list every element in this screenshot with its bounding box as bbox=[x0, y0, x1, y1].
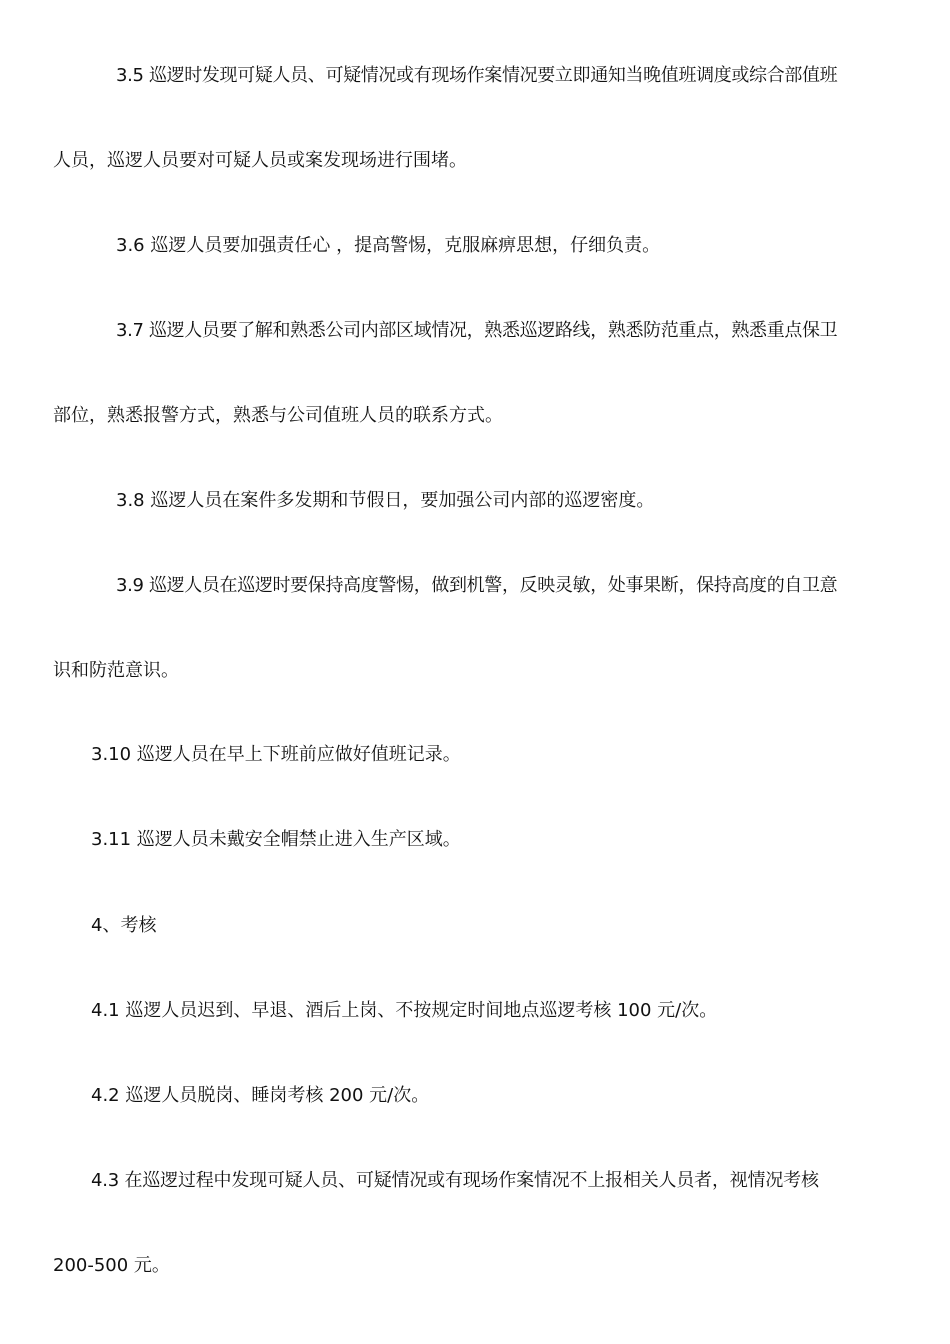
clause-4-1: 4.1 巡逻人员迟到、早退、酒后上岗、不按规定时间地点巡逻考核 100 元/次。 bbox=[91, 1000, 718, 1021]
clause-4-3-line-1: 4.3 在巡逻过程中发现可疑人员、可疑情况或有现场作案情况不上报相关人员者，视情况考核 bbox=[91, 1170, 819, 1191]
clause-3-10: 3.10 巡逻人员在早上下班前应做好值班记录。 bbox=[91, 744, 461, 765]
clause-3-5-line-2: 人员，巡逻人员要对可疑人员或案发现场进行围堵。 bbox=[53, 150, 467, 171]
clause-3-9-line-1: 3.9 巡逻人员在巡逻时要保持高度警惕，做到机警，反映灵敏，处事果断，保持高度的自卫意 bbox=[116, 575, 838, 596]
clause-3-8: 3.8 巡逻人员在案件多发期和节假日，要加强公司内部的巡逻密度。 bbox=[116, 490, 655, 511]
clause-3-7-line-1: 3.7 巡逻人员要了解和熟悉公司内部区域情况，熟悉巡逻路线，熟悉防范重点，熟悉重点保卫 bbox=[116, 320, 838, 341]
clause-3-11: 3.11 巡逻人员未戴安全帽禁止进入生产区域。 bbox=[91, 829, 461, 850]
clause-3-5-line-1: 3.5 巡逻时发现可疑人员、可疑情况或有现场作案情况要立即通知当晚值班调度或综合部值班 bbox=[116, 65, 838, 86]
clause-3-9-line-2: 识和防范意识。 bbox=[53, 660, 179, 681]
clause-3-7-line-2: 部位，熟悉报警方式，熟悉与公司值班人员的联系方式。 bbox=[53, 405, 503, 426]
clause-4-3-line-2: 200-500 元。 bbox=[53, 1255, 170, 1276]
clause-4-2: 4.2 巡逻人员脱岗、睡岗考核 200 元/次。 bbox=[91, 1085, 430, 1106]
section-4-heading: 4、考核 bbox=[91, 915, 157, 936]
clause-3-6: 3.6 巡逻人员要加强责任心 ，提高警惕，克服麻痹思想，仔细负责。 bbox=[116, 235, 661, 256]
